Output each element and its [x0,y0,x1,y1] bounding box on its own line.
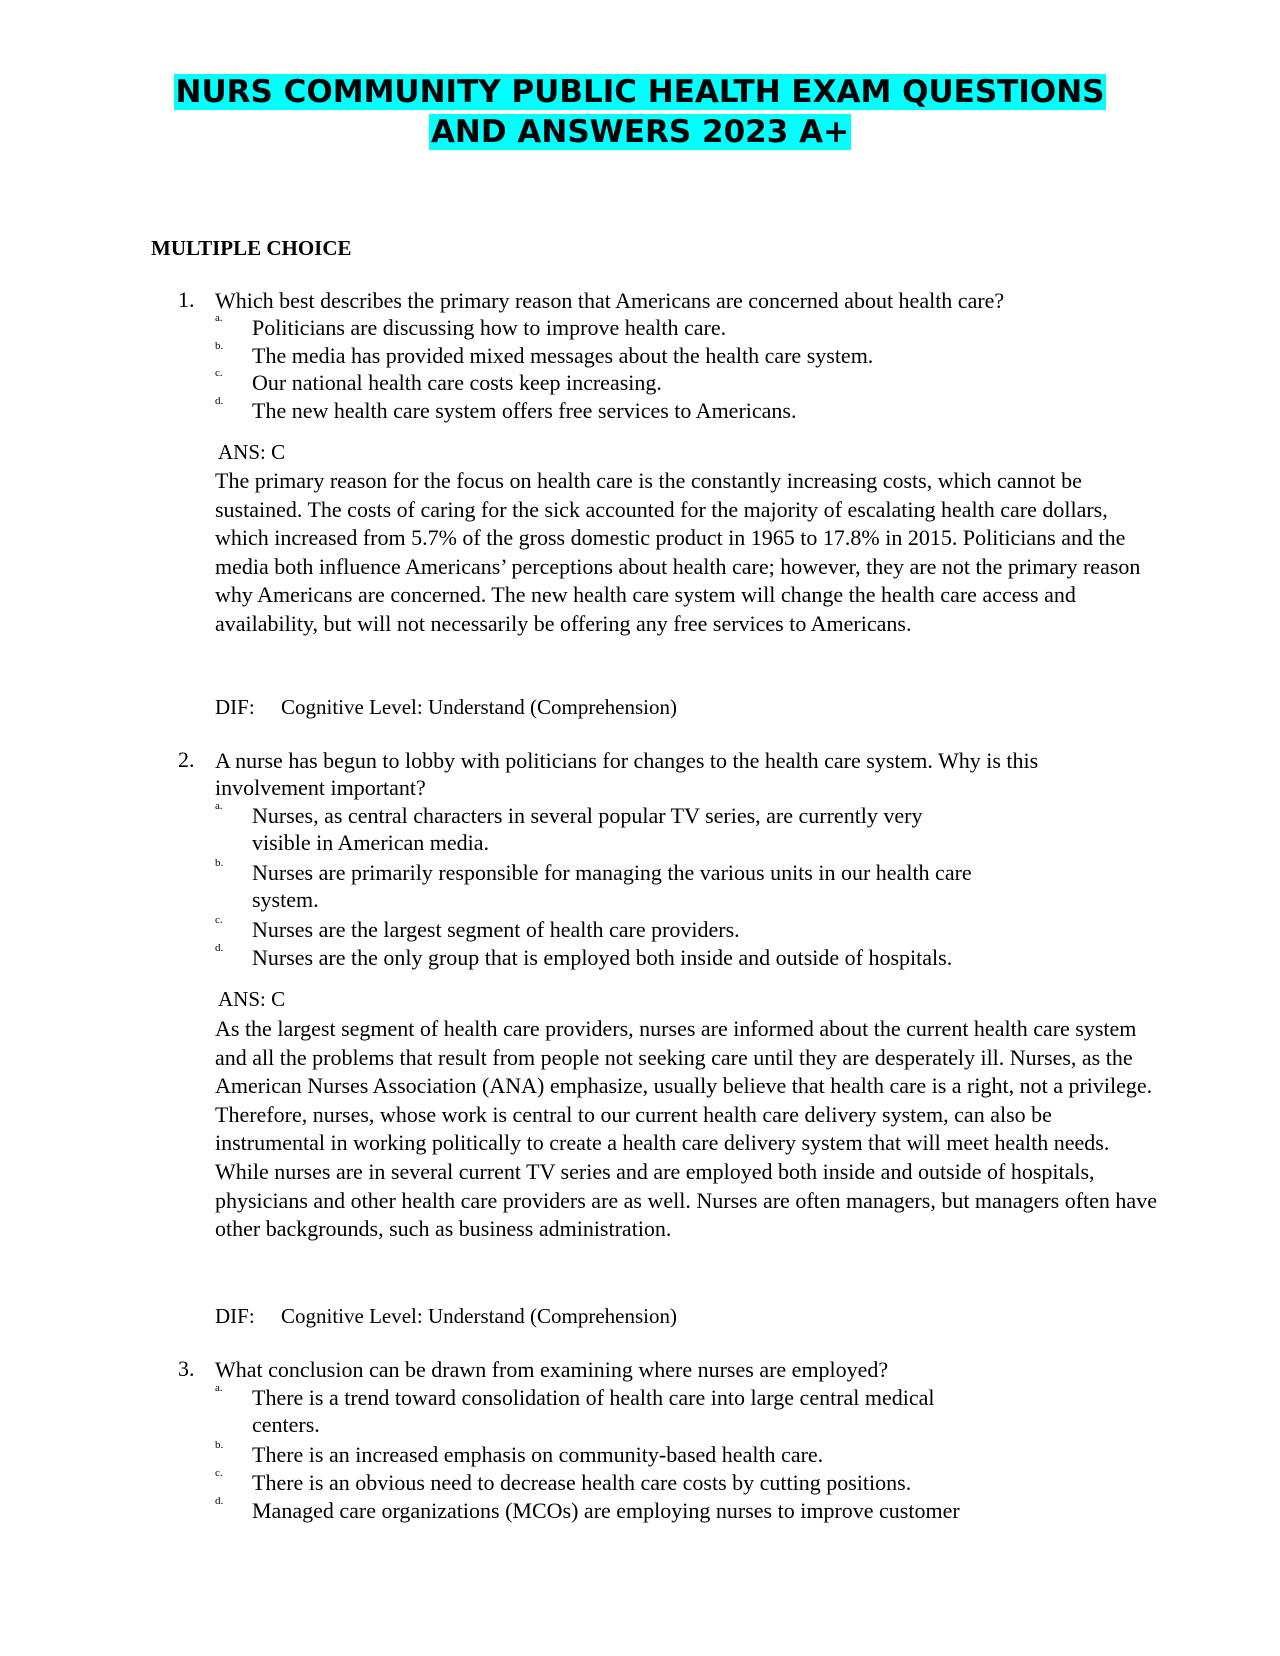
option-text: Our national health care costs keep increasing. [252,370,662,395]
option-text: The new health care system offers free services to Americans. [252,398,797,423]
option-text: The media has provided mixed messages about the health care system. [252,343,874,368]
answer: ANS: C [218,440,286,464]
option-letter: c. [215,367,223,379]
option-text: Managed care organizations (MCOs) are employing nurses to improve customer [252,1498,960,1523]
difficulty [215,1304,677,1329]
option-text: Nurses, as central characters in several popular TV series, are currently very visible in American media. [252,803,923,855]
answer: ANS: C [218,987,286,1011]
option-letter: d. [215,942,224,954]
option-letter: b. [215,1439,224,1451]
difficulty [215,695,677,720]
option-text: There is a trend toward consolidation of health care into large central medical centers. [252,1385,935,1437]
option-letter: a. [215,312,223,324]
option-letter: d. [215,395,224,407]
option-text: Nurses are the largest segment of health care providers. [252,917,740,942]
difficulty-value: Cognitive Level: Understand (Comprehension) [281,695,677,719]
option-text: There is an obvious need to decrease health care costs by cutting positions. [252,1470,912,1495]
option-text: Nurses are the only group that is employed both inside and outside of hospitals. [252,945,953,970]
option-letter: c. [215,1467,223,1479]
difficulty-label: DIF: [215,695,255,719]
question-number: 2. [178,747,195,772]
document-title [0,72,1280,152]
option-letter: d. [215,1495,224,1507]
question-text: Which best describes the primary reason that Americans are concerned about health care? [215,288,1005,313]
option-text: Politicians are discussing how to improve health care. [252,315,727,340]
question-text: What conclusion can be drawn from examining where nurses are employed? [215,1357,889,1382]
question-number: 1. [178,287,195,312]
section-heading: MULTIPLE CHOICE [151,236,352,260]
option-letter: a. [215,1382,223,1394]
question-text: A nurse has begun to lobby with politicians for changes to the health care system. Why is this involvement important? [215,748,1039,800]
option-letter: a. [215,800,223,812]
title-line-2: AND ANSWERS 2023 A+ [430,114,850,150]
rationale: The primary reason for the focus on health care is the constantly increasing costs, which cannot be sustained. The costs of caring for the sick accounted for the majority of escalating health care dollars, which increased from 5.7% of the gross domestic product in 1965 to 17.8% in 2015. Politicians and the media both influence Americans’ perceptions about health care; however, they are not the primary reason why Americans are concerned. The new health care system will change the health care access and availability, but will not necessarily be offering any free services to Americans. [215,468,1141,636]
option-letter: b. [215,857,224,869]
question-number: 3. [178,1356,195,1381]
option-text: Nurses are primarily responsible for managing the various units in our health care system. [252,860,972,912]
title-line-1: NURS COMMUNITY PUBLIC HEALTH EXAM QUESTIONS [175,74,1105,110]
option-letter: b. [215,340,224,352]
difficulty-label: DIF: [215,1304,255,1328]
option-letter: c. [215,914,223,926]
rationale: As the largest segment of health care providers, nurses are informed about the current health care system and all the problems that result from people not seeking care until they are desperately ill. Nurses, as the American Nurses Association (ANA) emphasize, usually believe that health care is a right, not a privilege. Therefore, nurses, whose work is central to our current health care delivery system, can also be instrumental in working politically to create a health care delivery system that will meet health needs. While nurses are in several current TV series and are employed both inside and outside of hospitals, physicians and other health care providers are as well. Nurses are often managers, but managers often have other backgrounds, such as business administration. [215,1016,1157,1242]
option-text: There is an increased emphasis on community-based health care. [252,1442,824,1467]
difficulty-value: Cognitive Level: Understand (Comprehension) [281,1304,677,1328]
